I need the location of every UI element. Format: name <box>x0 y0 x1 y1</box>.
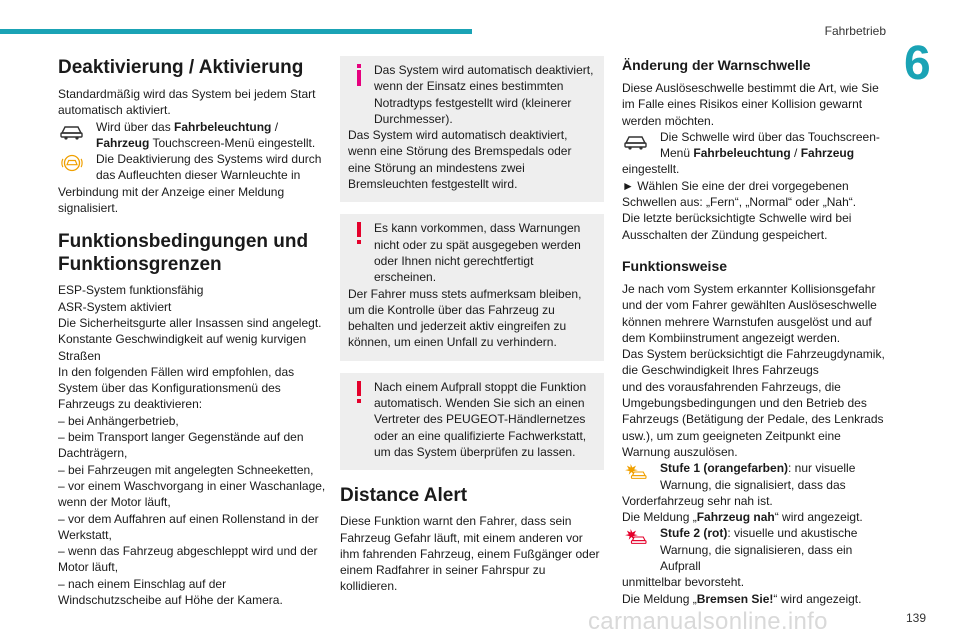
icon-line-menu <box>58 119 326 152</box>
list-line: Die Sicherheitsgurte aller Insassen sind angelegt. <box>58 315 322 330</box>
info-box <box>340 56 604 202</box>
list-line: Konstante Geschwindigkeit auf wenig kurvigen Straßen <box>58 332 307 363</box>
text: / <box>790 146 801 161</box>
warning-lamp-icon <box>58 153 86 173</box>
heading-distance-alert: Distance Alert <box>340 485 468 507</box>
collision-alert-red-icon <box>622 527 650 547</box>
warning-box <box>340 214 604 360</box>
collision-alert-orange-icon <box>622 462 650 482</box>
column-1 <box>58 56 326 608</box>
paragraph: ► Wählen Sie eine der drei vorgegebenen Schwellen aus: „Fern“, „Normal“ oder „Nah“. <box>622 178 857 210</box>
exclamation-icon <box>354 222 364 244</box>
menu-name: Fahrzeug <box>800 146 855 161</box>
text: “ wird angezeigt. <box>774 510 863 525</box>
text: Das System wird automatisch deaktiviert, wenn der Einsatz eines bestimmten Notradtyps festgestellt wird (kleinerer Durchmesser). <box>374 63 594 126</box>
text: “ wird angezeigt. <box>773 591 862 606</box>
paragraph: eingestellt. <box>622 162 680 177</box>
list-line: ESP-System funktionsfähig <box>58 283 204 298</box>
section-title: Fahrbetrieb <box>824 24 886 38</box>
paragraph: Vorderfahrzeug sehr nah ist. <box>622 493 773 508</box>
paragraph: Die letzte berücksichtigte Schwelle wird bei Ausschalten der Zündung gespeichert. <box>622 211 852 242</box>
list-line: ASR-System aktiviert <box>58 299 172 314</box>
menu-name: Fahrbeleuchtung <box>174 119 272 134</box>
text: Die Schwelle wird über das Touchscreen-Menü <box>660 129 880 161</box>
info-icon <box>354 64 364 86</box>
heading-funktionsbedingungen: Funktionsbedingungen und Funktionsgrenzen <box>58 231 309 276</box>
text: / <box>271 119 279 134</box>
paragraph <box>622 591 890 607</box>
list-line: – bei Anhängerbetrieb, <box>58 413 179 428</box>
icon-line-stage-2 <box>622 525 890 574</box>
text: Touchscreen-Menü eingestellt. <box>149 135 316 150</box>
box-text <box>348 379 596 460</box>
header-accent-bar <box>0 29 472 34</box>
stage-label: Stufe 1 (orangefarben) <box>660 461 789 476</box>
column-3 <box>622 56 890 607</box>
box-text: Das System wird automatisch deaktiviert, wenn eine Störung des Bremspedals oder eine Störung an mindestens zwei Bremsleuchten festgestellt wird. <box>348 128 572 192</box>
message-name: Bremsen Sie! <box>696 591 774 606</box>
paragraph: Standardmäßig wird das System bei jedem Start automatisch aktiviert. <box>58 87 316 118</box>
column-2 <box>340 56 604 595</box>
text: : visuelle und akustische Warnung, die signalisieren, dass ein Aufprall <box>660 526 858 574</box>
list-line: – vor dem Auffahren auf einen Rollenstand in der Werkstatt, <box>58 511 319 542</box>
list-line: – nach einem Einschlag auf der Windschutzscheibe auf Höhe der Kamera. <box>58 576 283 608</box>
heading-funktionsweise: Funktionsweise <box>622 257 728 274</box>
box-text <box>348 62 596 127</box>
text: Es kann vorkommen, dass Warnungen nicht oder zu spät ausgegeben werden oder Ihnen nicht gerechtfertigt erscheinen. <box>374 221 581 285</box>
paragraph: Das System berücksichtigt die Fahrzeugdynamik, die Geschwindigkeit Ihres Fahrzeugs <box>622 347 885 378</box>
paragraph <box>622 509 890 525</box>
text: : nur visuelle Warnung, die signalisiert, dass das <box>660 461 856 492</box>
menu-name: Fahrbeleuchtung <box>693 146 791 161</box>
page-number: 139 <box>905 611 926 625</box>
paragraph: Verbindung mit der Anzeige einer Meldung signalisiert. <box>58 184 285 216</box>
text: Wird über das <box>96 119 175 134</box>
icon-line-warning-lamp <box>58 151 326 184</box>
text: Die Deaktivierung des Systems wird durch das Aufleuchten dieser Warnleuchte in <box>96 152 322 183</box>
stage-label: Stufe 2 (rot) <box>660 526 728 541</box>
car-settings-icon <box>58 121 86 141</box>
warning-box <box>340 373 604 470</box>
list-line: – wenn das Fahrzeug abgeschleppt wird und der Motor läuft, <box>58 544 318 575</box>
watermark: carmanualsonline.info <box>588 608 828 635</box>
heading-deaktivierung: Deaktivierung / Aktivierung <box>58 57 304 78</box>
icon-line-menu <box>622 129 890 162</box>
text: Nach einem Aufprall stoppt die Funktion automatisch. Wenden Sie sich an einen Vertreter des PEUGEOT-Händlernetzes oder an eine qualifizierte Fachwerkstatt, um das System überprüfen zu lassen. <box>374 379 587 459</box>
list-line: – bei Fahrzeugen mit angelegten Schneeketten, <box>58 462 314 477</box>
paragraph: Je nach vom System erkannter Kollisionsgefahr und der vom Fahrer gewählten Auslöseschwelle können mehrere Warnstufen ausgelöst und auf dem Kombiinstrument angezeigt werden. <box>622 281 877 345</box>
icon-line-stage-1 <box>622 460 890 493</box>
box-text <box>348 220 596 285</box>
list-line: – vor einem Waschvorgang in einer Waschanlage, wenn der Motor läuft, <box>58 478 326 510</box>
heading-warnschwelle: Änderung der Warnschwelle <box>622 57 811 73</box>
chapter-number: 6 <box>904 37 931 90</box>
paragraph: und des vorausfahrenden Fahrzeugs, die Umgebungsbedingungen und den Betrieb des Fahrzeugs (Betätigung der Pedale, des Lenkrads usw.), um zum geeigneten Zeitpunkt eine Warnung auszulösen. <box>622 379 884 459</box>
menu-name: Fahrzeug <box>96 135 150 150</box>
message-name: Fahrzeug nah <box>696 510 775 525</box>
list-line: In den folgenden Fällen wird empfohlen, das System über das Konfigurationsmenü des Fahrzeugs zu deaktivieren: <box>58 364 295 412</box>
paragraph: Diese Auslöseschwelle bestimmt die Art, wie Sie im Falle eines Risikos einer Kollision gewarnt werden möchten. <box>622 81 879 128</box>
text: Die Meldung „ <box>622 510 697 525</box>
list-line: – beim Transport langer Gegenstände auf den Dachträgern, <box>58 430 304 461</box>
paragraph: unmittelbar bevorsteht. <box>622 575 745 590</box>
text: Die Meldung „ <box>622 591 697 606</box>
exclamation-icon <box>354 381 364 403</box>
box-text: Der Fahrer muss stets aufmerksam bleiben, um die Kontrolle über das Fahrzeug zu behalten und jederzeit aktiv eingreifen zu können, um einen Unfall zu verhindern. <box>348 286 582 350</box>
paragraph: Diese Funktion warnt den Fahrer, dass sein Fahrzeug Gefahr läuft, mit einem anderen vor ihm fahrenden Fahrzeug, einem Fußgänger oder einem Radfahrer in seiner Fahrspur zu kollidieren. <box>340 514 600 594</box>
car-settings-icon <box>622 131 650 151</box>
